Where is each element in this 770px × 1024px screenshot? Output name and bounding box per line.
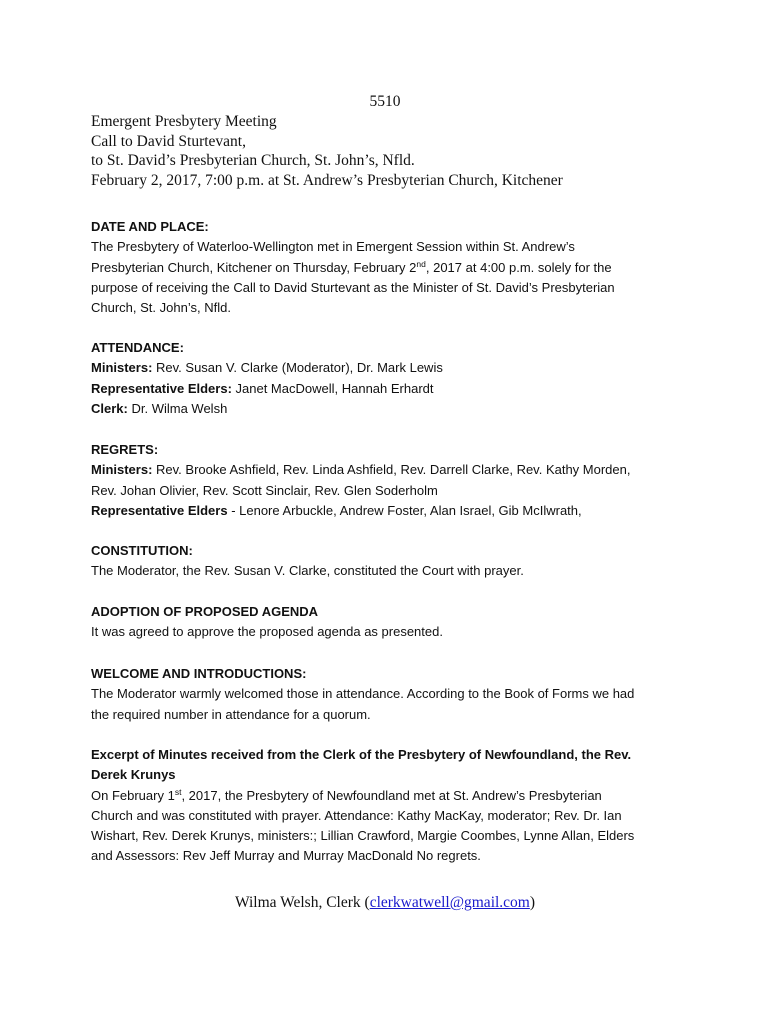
section-heading: ADOPTION OF PROPOSED AGENDA [91,604,319,619]
text-run: On February 1 [91,787,175,803]
regrets-ministers-continued: Rev. Johan Olivier, Rev. Scott Sinclair, Rev. Glen Soderholm [91,482,438,498]
paragraph-line: Church, St. John’s, Nfld. [91,300,231,316]
section-excerpt [91,745,691,867]
paragraph-line: The Presbytery of Waterloo-Wellington met in Emergent Session within St. Andrew’s [91,239,575,255]
text-run: , 2017, the Presbytery of Newfoundland met at St. Andrew’s Presbyterian [181,787,602,803]
email-link[interactable]: clerkwatwell@gmail.com [369,894,530,911]
field-value: Rev. Brooke Ashfield, Rev. Linda Ashfield, Rev. Darrell Clarke, Rev. Kathy Morden, [152,462,631,478]
paragraph-line [91,258,691,278]
paragraph-line: and Assessors: Rev Jeff Murray and Murray MacDonald No regrets. [91,848,481,864]
field-label: Clerk: [91,400,128,416]
section-regrets [91,440,691,521]
section-welcome [91,664,691,725]
meeting-header [91,112,731,190]
superscript: st [174,786,182,797]
signature-footer [0,893,770,913]
field-value: Dr. Wilma Welsh [127,400,228,416]
regrets-ministers [91,460,691,480]
section-heading: WELCOME AND INTRODUCTIONS: [91,666,307,681]
attendance-elders [91,379,691,399]
header-line-church: to St. David’s Presbyterian Church, St. John’s, Nfld. [91,152,415,169]
field-value: Janet MacDowell, Hannah Erhardt [231,380,434,396]
section-date-place [91,217,691,318]
paragraph-line: The Moderator, the Rev. Susan V. Clarke, constituted the Court with prayer. [91,563,524,579]
signature-text: Wilma Welsh, Clerk ( [234,894,370,911]
paragraph-line: It was agreed to approve the proposed agenda as presented. [91,624,443,640]
section-constitution [91,541,691,582]
header-line-call: Call to David Sturtevant, [91,132,246,150]
section-heading: CONSTITUTION: [91,543,193,558]
attendance-clerk [91,399,691,419]
field-label: Representative Elders: [91,380,232,396]
section-heading: REGRETS: [91,442,159,457]
page-number: 5510 [369,93,401,110]
section-heading: DATE AND PLACE: [91,219,209,234]
section-agenda [91,602,691,643]
paragraph-line [91,786,691,806]
paragraph-line: Wishart, Rev. Derek Krunys, ministers:; Lillian Crawford, Margie Coombes, Lynne Allan, Elders [91,828,635,844]
paragraph-line: The Moderator warmly welcomed those in attendance. According to the Book of Forms we had [91,686,635,702]
paragraph-line: Church and was constituted with prayer. Attendance: Kathy MacKay, moderator; Rev. Dr. Ian [91,807,622,823]
header-line-title: Emergent Presbytery Meeting [91,113,277,130]
section-heading: Excerpt of Minutes received from the Clerk of the Presbytery of Newfoundland, the Rev. [91,747,632,762]
signature-close: ) [529,894,536,911]
field-value: - Lenore Arbuckle, Andrew Foster, Alan Israel, Gib McIlwrath, [227,502,582,518]
field-label: Ministers: [91,360,153,376]
text-run: , 2017 at 4:00 p.m. solely for the [425,259,612,275]
section-heading-continued: Derek Krunys [91,767,176,783]
paragraph-line: the required number in attendance for a quorum. [91,706,371,722]
field-value: Rev. Susan V. Clarke (Moderator), Dr. Mark Lewis [152,360,443,376]
field-label: Ministers: [91,462,153,478]
attendance-ministers [91,358,691,378]
section-heading: ATTENDANCE: [91,340,184,355]
superscript: nd [416,258,426,269]
header-line-date: February 2, 2017, 7:00 p.m. at St. Andrew’s Presbyterian Church, Kitchener [91,171,563,189]
text-run: Presbyterian Church, Kitchener on Thursday, February 2 [91,259,417,275]
regrets-elders [91,501,691,521]
field-label: Representative Elders [91,502,228,518]
paragraph-line: purpose of receiving the Call to David Sturtevant as the Minister of St. David’s Presbyterian [91,279,615,295]
section-attendance [91,338,691,419]
